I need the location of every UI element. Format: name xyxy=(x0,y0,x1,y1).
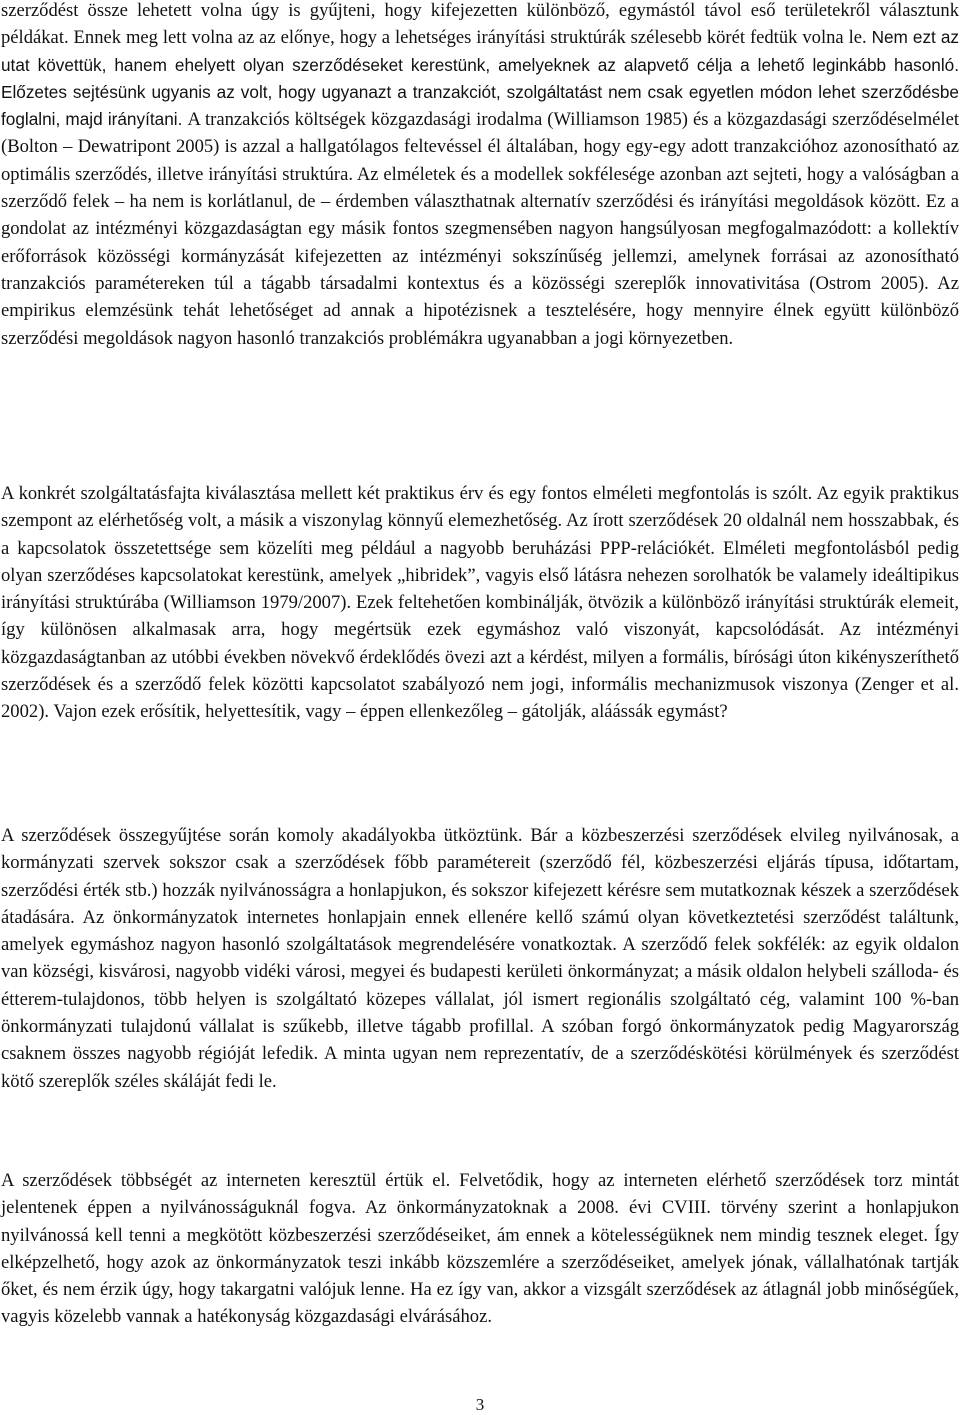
paragraph-contract-selection xyxy=(1,0,959,352)
paragraph-segment: szerződést össze lehetett volna úgy is gyűjteni, hogy kifejezetten különböző, egymástól távol eső területekről választunk példákat. Ennek meg lett volna az az előnye, hogy a lehetséges irányítási struktúrák szélesebb körét fedtük volna le. xyxy=(1,0,959,49)
page-number: 3 xyxy=(475,1395,485,1414)
paragraph-internet-sample xyxy=(1,1167,959,1331)
paragraph-service-type xyxy=(1,480,959,726)
paragraph-segment: A szerződések összegyűjtése során komoly akadályokba ütköztünk. Bár a közbeszerzési szerződések elvileg nyilvánosak, a kormányzati szervek sokszor csak a szerződések főbb paramétereit (szerződő fél, közbeszerzési eljárás típusa, időtartam, szerződési érték stb.) hozzák nyilvánosságra a honlapjukon, és sokszor kifejezett kérésre sem mutatkoznak készek a szerződések átadására. Az önkormányzatok internetes honlapjain ennek ellenére kellő számú olyan következtetési szerződést találtunk, amelyek egymáshoz nagyon hasonló szolgáltatások megrendelésére vonatkoztak. A szerződő felek sokfélék: az egyik oldalon van községi, kisvárosi, nagyobb vidéki városi, megyei és budapesti kerületi önkormányzat; a másik oldalon helybeli szálloda- és étterem-tulajdonos, több helyen is szolgáltató közepes vállalat, jól ismert regionális szolgáltató cég, valamint 100 %-ban önkormányzati tulajdonú vállalat is szűkebb, illetve tágabb profillal. A szóban forgó önkormányzatok pedig Magyarország csaknem összes nagyobb régióját lefedik. A minta ugyan nem reprezentatív, de a szerződéskötési körülmények és szerződést kötő szereplők széles skáláját fedi le. xyxy=(1,825,959,1092)
paragraph-segment: A konkrét szolgáltatásfajta kiválasztása mellett két praktikus érv és egy fontos elméleti megfontolás is szólt. Az egyik praktikus szempont az elérhetőség volt, a másik a viszonylag könnyű elemezhetőség. Az írott szerződések 20 oldalnál nem hosszabbak, és a kapcsolatok összetettsége sem közelíti meg például a nagyobb beruházási PPP-relációkét. Elméleti megfontolásból pedig olyan szerződéses kapcsolatokat kerestünk, amelyek „hibridek”, vagyis első látásra nehezen sorolhatók be valamely ideáltipikus irányítási struktúrába (Williamson 1979/2007). Ezek feltehetően kombinálják, ötvözik a különböző irányítási struktúrák elemeit, így különösen alkalmasak arra, hogy megértsük ezek egymáshoz való viszonyát, kapcsolódását. Az intézményi közgazdaságtanban az utóbbi években növekvő érdeklődés övezi azt a kérdést, milyen a formális, bírósági úton kikényszeríthető szerződések és a szerződő felek közötti kapcsolatot szabályozó nem jogi, informális mechanizmusok viszonya (Zenger et al. 2002). Vajon ezek erősítik, helyettesítik, vagy – éppen ellenkezőleg – gátolják, aláássák egymást? xyxy=(1,483,959,723)
paragraph-segment-sans: Nem ezt az utat követtük, hanem ehelyett olyan szerződéseket kerestünk, amelyeknek az alapvető célja a lehető leginkább hasonló. Előzetes sejtésünk ugyanis az volt, hogy ugyanazt a tranzakciót, szolgáltatást nem csak egyetlen módon lehet szerződésbe foglalni, majd irányítani. xyxy=(1,27,960,130)
paragraph-segment: A szerződések többségét az interneten keresztül értük el. Felvetődik, hogy az interneten elérhető szerződések torz mintát jelentenek éppen a nyilvánosságuknál fogva. Az önkormányzatoknak a 2008. évi CVIII. törvény szerint a honlapjukon nyilvánossá kell tenni a megkötött közbeszerzési szerződéseiket, ám ennek a kötelességüknek nem mindig tesznek eleget. Így elképzelhető, hogy azok az önkormányzatok teszi inkább közszemlére a szerződéseiket, amelyek jónak, vállalhatónak tartják őket, és nem érzik úgy, hogy takargatni valójuk lenne. Ha ez így van, akkor a vizsgált szerződések az átlagnál jobb minőségűek, vagyis közelebb vannak a hatékonyság közgazdasági elvárásához. xyxy=(1,1170,959,1328)
paragraph-collection-obstacles xyxy=(1,822,959,1095)
paragraph-segment: A tranzakciós költségek közgazdasági irodalma (Williamson 1985) és a közgazdasági szerződéselmélet (Bolton – Dewatripont 2005) is azzal a hallgatólagos feltevéssel él általában, hogy egy-egy adott tranzakcióhoz azonosítható az optimális szerződés, illetve irányítási struktúra. Az elméletek és a modellek sokfélesége azonban azt sejteti, hogy a valóságban a szerződő felek – ha nem is korlátlanul, de – érdemben választhatnak alternatív szerződési és irányítási megoldások között. Ez a gondolat az intézményi közgazdaságtan egy másik fontos szegmensében nagyon hangsúlyosan megfogalmazódott: a kollektív erőforrások közösségi kormányzását kifejezetten az intézményi sokszínűség jellemzi, amelynek forrásai az azonosítható tranzakciós paramétereken túl a tágabb társadalmi kontextus és a közösségi szereplők innovativitása (Ostrom 2005). Az empirikus elemzésünk tehát lehetőséget ad annak a hipotézisnek a tesztelésére, hogy mennyire élnek együtt különböző szerződési megoldások nagyon hasonló tranzakciós problémákra ugyanabban a jogi környezetben. xyxy=(1,109,959,349)
